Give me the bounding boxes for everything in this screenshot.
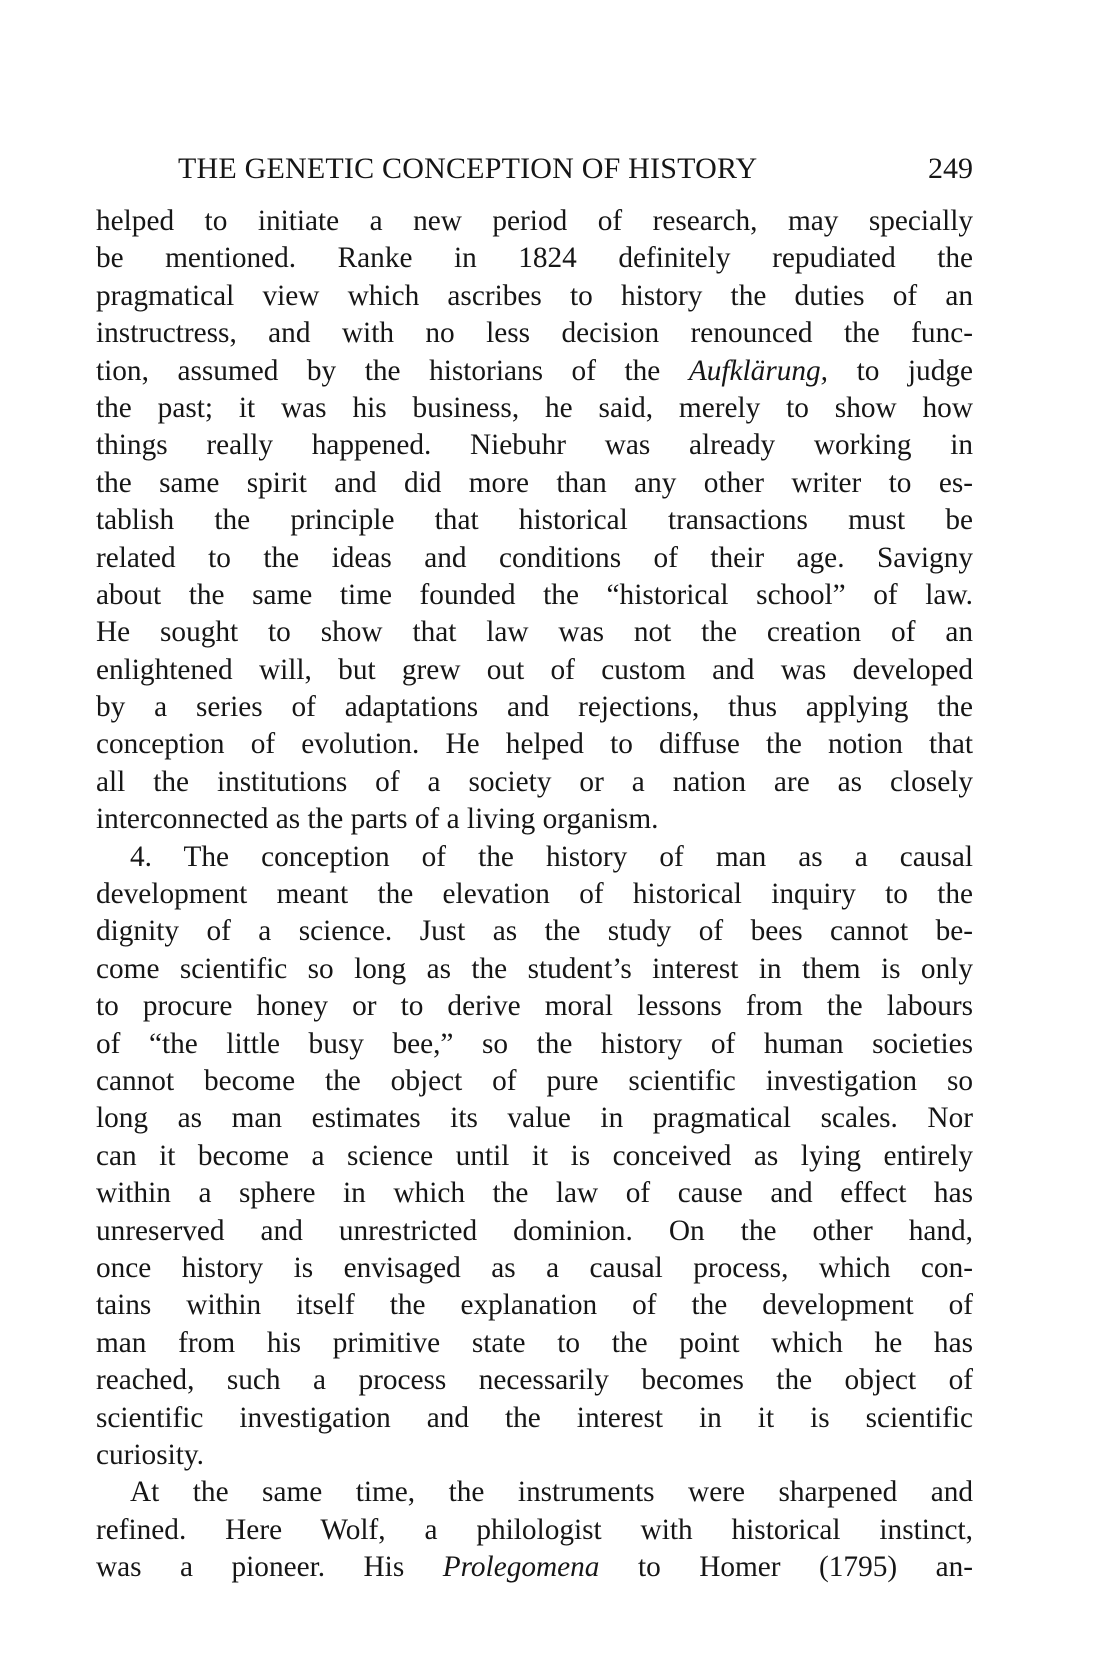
italic-term: Aufklärung,	[688, 354, 829, 387]
text-line: to procure honey or to derive moral lessons from the labours	[96, 990, 973, 1023]
text-line: helped to initiate a new period of research, may specially	[96, 205, 973, 237]
text-line: instructress, and with no less decision renounced the func-	[96, 317, 973, 350]
text-line: unreserved and unrestricted dominion. On the other hand,	[96, 1214, 973, 1247]
text-line: reached, such a process necessarily becomes the object of	[96, 1364, 973, 1397]
text-line: about the same time founded the “historical school” of law.	[96, 578, 973, 611]
text-line: long as man estimates its value in pragmatical scales. Nor	[96, 1102, 973, 1135]
text-line: He sought to show that law was not the creation of an	[96, 616, 973, 649]
text-line: related to the ideas and conditions of their age. Savigny	[96, 541, 973, 574]
text-line	[96, 1549, 973, 1586]
text-line: conception of evolution. He helped to diffuse the notion that	[96, 728, 973, 761]
running-title: THE GENETIC CONCEPTION OF HISTORY	[178, 152, 758, 185]
text-line: things really happened. Niebuhr was already working in	[96, 429, 973, 462]
text-line: the past; it was his business, he said, merely to show how	[96, 391, 973, 424]
text-line: once history is envisaged as a causal process, which con-	[96, 1251, 973, 1284]
running-head	[178, 152, 973, 192]
text-line: of “the little busy bee,” so the history of human societies	[96, 1027, 973, 1060]
text-line: enlightened will, but grew out of custom and was developed	[96, 653, 973, 686]
text-line: the same spirit and did more than any other writer to es-	[96, 466, 973, 499]
text-line: within a sphere in which the law of cause and effect has	[96, 1177, 973, 1210]
text-line: can it become a science until it is conceived as lying entirely	[96, 1139, 973, 1172]
text-line: man from his primitive state to the point which he has	[96, 1326, 973, 1359]
page-number: 249	[928, 152, 973, 185]
paragraph-start-line: At the same time, the instruments were sharpened and	[130, 1476, 973, 1509]
text-line: cannot become the object of pure scientific investigation so	[96, 1064, 973, 1097]
text-line: dignity of a science. Just as the study of bees cannot be-	[96, 915, 973, 948]
text-line: come scientific so long as the student’s interest in them is only	[96, 952, 973, 985]
body-text	[96, 203, 973, 1586]
line-segment: to Homer (1795) an-	[599, 1551, 973, 1584]
text-line: interconnected as the parts of a living organism.	[96, 803, 659, 836]
text-line: tablish the principle that historical transactions must be	[96, 504, 973, 537]
italic-term: Prolegomena	[442, 1551, 600, 1584]
text-line	[96, 353, 973, 390]
section-start-line: 4. The conception of the history of man as a causal	[130, 840, 973, 873]
text-line: all the institutions of a society or a nation are as closely	[96, 765, 973, 798]
line-segment: was a pioneer. His	[96, 1551, 443, 1584]
line-segment: to judge	[828, 354, 973, 387]
text-line: refined. Here Wolf, a philologist with historical instinct,	[96, 1513, 973, 1546]
line-segment: tion, assumed by the historians of the	[96, 354, 689, 387]
text-line: scientific investigation and the interest in it is scientific	[96, 1401, 973, 1434]
text-line: tains within itself the explanation of the development of	[96, 1289, 973, 1322]
text-line: development meant the elevation of historical inquiry to the	[96, 878, 973, 911]
text-line: curiosity.	[96, 1438, 204, 1471]
text-line: be mentioned. Ranke in 1824 definitely repudiated the	[96, 242, 973, 275]
text-line: by a series of adaptations and rejections, thus applying the	[96, 691, 973, 724]
text-line: pragmatical view which ascribes to history the duties of an	[96, 279, 973, 312]
